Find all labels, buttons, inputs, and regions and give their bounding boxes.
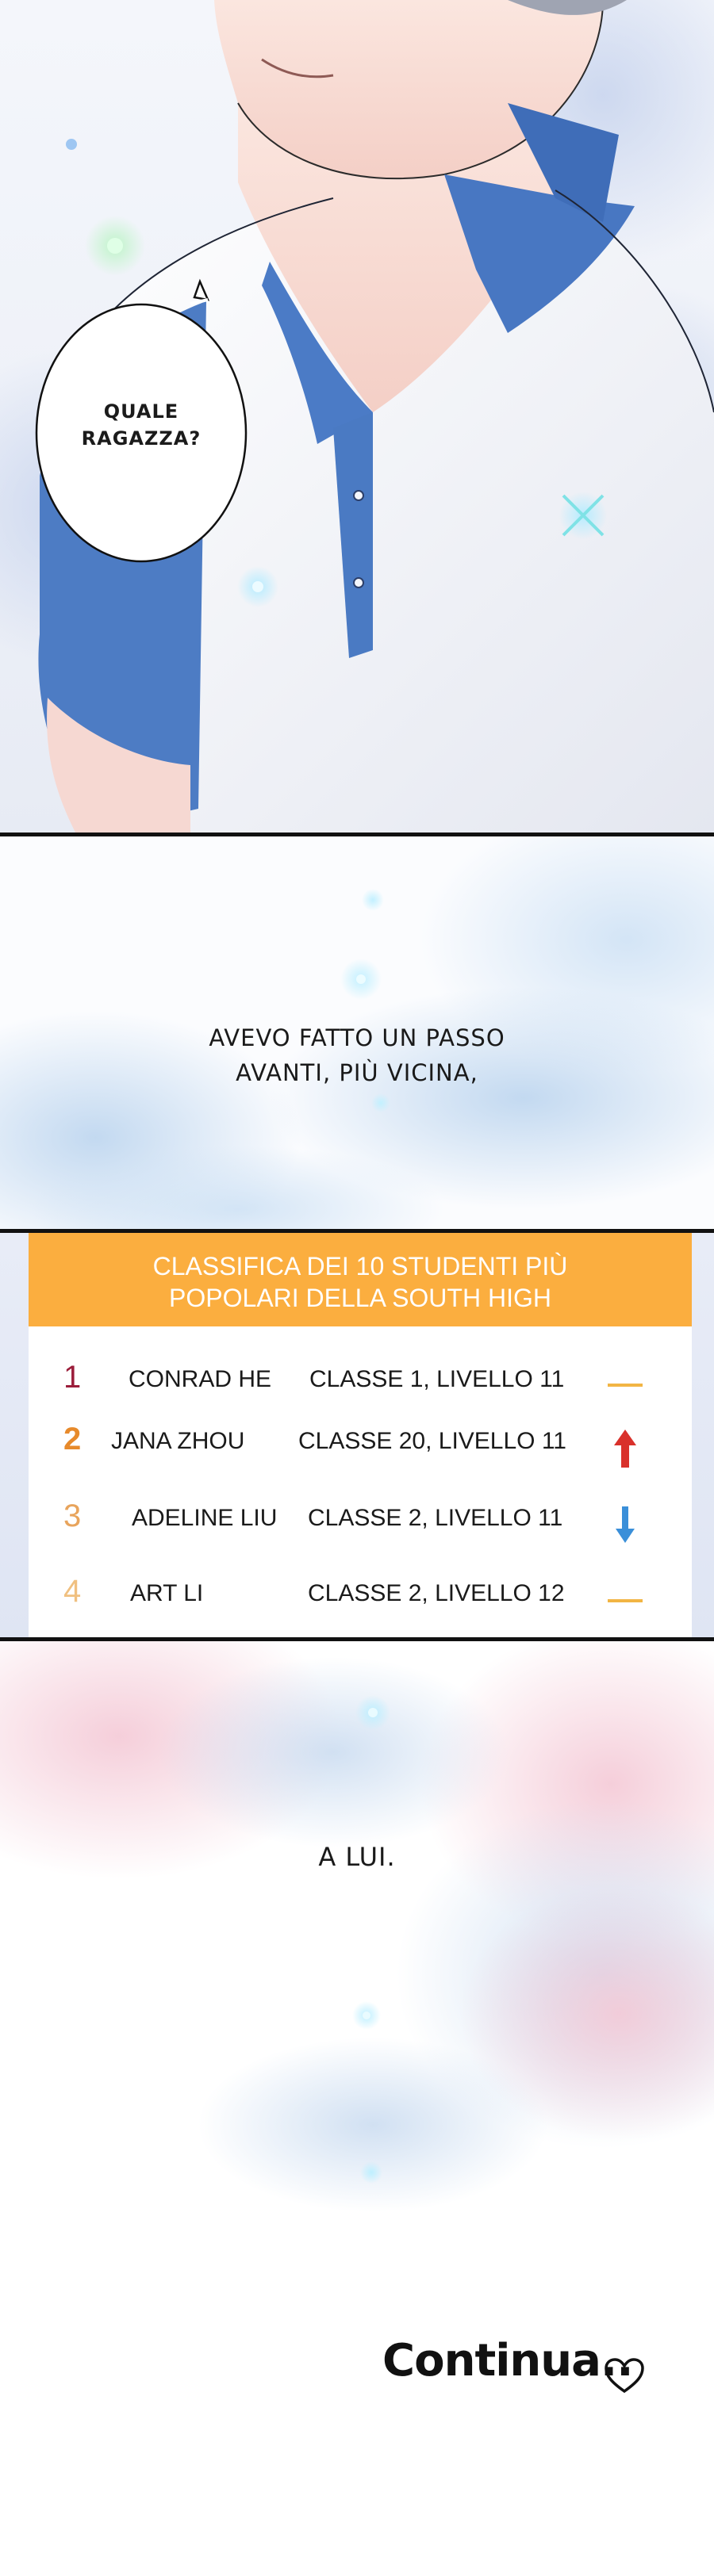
student-class: CLASSE 2, LIVELLO 11 xyxy=(308,1505,563,1531)
student-name: JANA ZHOU xyxy=(111,1428,245,1454)
narration-text xyxy=(119,1020,595,1090)
ranking-title xyxy=(29,1250,692,1314)
watercolor-background xyxy=(0,1641,714,2576)
panel-character-closeup xyxy=(0,0,714,833)
trend-same-icon xyxy=(601,1580,649,1620)
narration-line-1: AVEVO FATTO UN PASSO xyxy=(209,1024,505,1051)
ranking-header xyxy=(29,1233,692,1326)
ranking-title-line-2: POPOLARI DELLA SOUTH HIGH xyxy=(169,1284,551,1312)
student-name: CONRAD HE xyxy=(129,1366,272,1392)
speech-line-1: QUALE xyxy=(103,400,179,423)
panel-ending xyxy=(0,1641,714,2576)
trend-up-icon xyxy=(601,1428,649,1468)
trend-down-icon xyxy=(601,1505,649,1544)
rank-number: 1 xyxy=(63,1360,82,1395)
student-class: CLASSE 2, LIVELLO 12 xyxy=(308,1580,565,1606)
continue-label: Continua.. xyxy=(382,2335,633,2387)
student-name: ADELINE LIU xyxy=(132,1505,278,1531)
speech-line-2: RAGAZZA? xyxy=(81,427,202,450)
rank-number: 4 xyxy=(63,1574,82,1609)
narration-line-2: AVANTI, PIÙ VICINA, xyxy=(236,1059,478,1086)
trend-same-icon xyxy=(601,1366,649,1406)
panel-watercolor-narration xyxy=(0,836,714,1229)
ranking-card xyxy=(29,1233,692,1637)
ranking-row xyxy=(29,1491,692,1546)
ranking-row xyxy=(29,1352,692,1407)
ranking-row xyxy=(29,1414,692,1469)
rank-number: 3 xyxy=(63,1499,82,1533)
ranking-row xyxy=(29,1566,692,1621)
student-class: CLASSE 1, LIVELLO 11 xyxy=(309,1366,565,1392)
ranking-title-line-1: CLASSIFICA DEI 10 STUDENTI PIÙ xyxy=(152,1252,568,1280)
student-name: ART LI xyxy=(130,1580,204,1606)
rank-number: 2 xyxy=(63,1422,82,1456)
speech-bubble-text xyxy=(46,398,236,452)
panel-ranking xyxy=(0,1233,714,1637)
student-class: CLASSE 20, LIVELLO 11 xyxy=(298,1428,566,1454)
narration-text: A LUI. xyxy=(318,1842,396,1872)
heart-icon xyxy=(603,2356,646,2396)
